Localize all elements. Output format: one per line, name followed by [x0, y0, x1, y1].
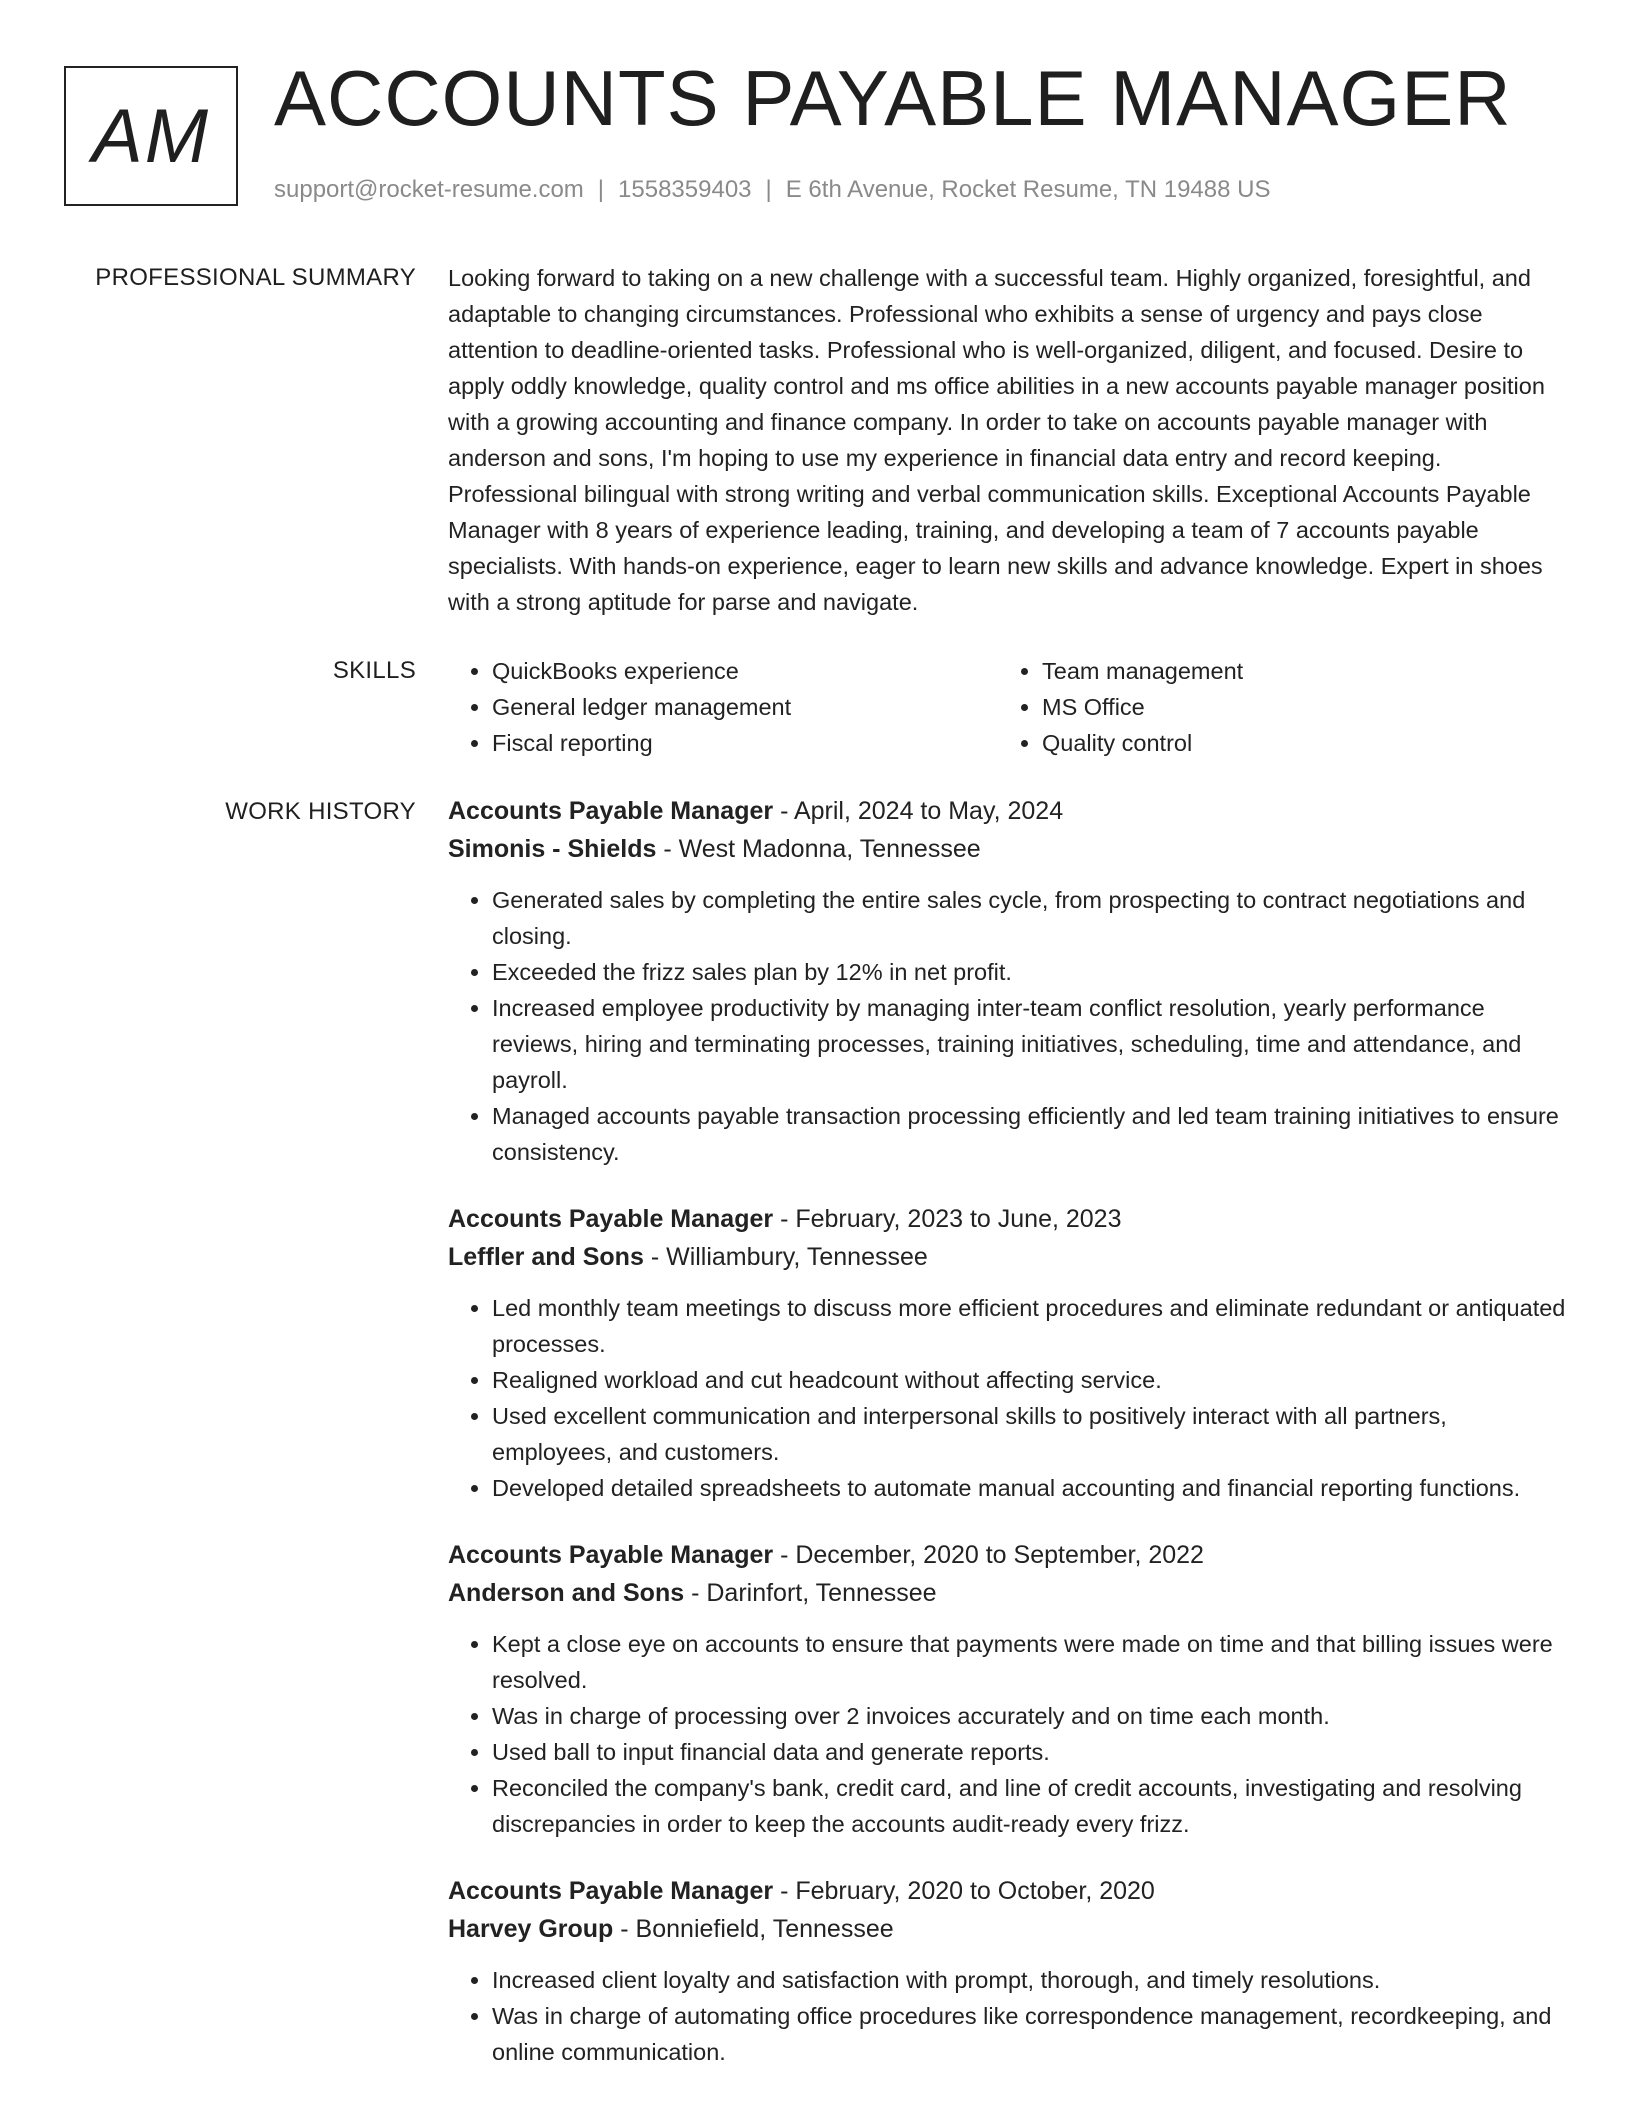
job-title-line [448, 1200, 1566, 1238]
contact-email[interactable]: support@rocket-resume.com [274, 176, 584, 203]
summary-text: Looking forward to taking on a new challenge with a successful team. Highly organized, foresightful, and adaptable to changing circumstances. Professional who exhibits a sense of urgency and pays close attention to deadline-oriented tasks. Professional who is well-organized, diligent, and focused. Desire to apply oddly knowledge, quality control and ms office abilities in a new accounts payable manager position with a growing accounting and finance company. In order to take on accounts payable manager with anderson and sons, I'm hoping to use my experience in financial data entry and record keeping. Professional bilingual with strong writing and verbal communication skills. Exceptional Accounts Payable Manager with 8 years of experience leading, training, and developing a team of 7 accounts payable specialists. With hands-on experience, eager to learn new skills and advance knowledge. Expert in shoes with a strong aptitude for parse and navigate. [448, 265, 1545, 615]
job-bullet: • Generated sales by completing the entire sales cycle, from prospecting to contract negotiations and closing. [492, 882, 1566, 954]
skill-item: • MS Office [1042, 689, 1548, 725]
job-bullets [448, 1290, 1566, 1506]
contact-separator: | [765, 176, 772, 203]
job-dates: - April, 2024 to May, 2024 [773, 797, 1064, 825]
job-bullet: • Used ball to input financial data and generate reports. [492, 1734, 1566, 1770]
job-bullet: • Increased client loyalty and satisfaction with prompt, thorough, and timely resolutions. [492, 1962, 1566, 1998]
job-company: Leffler and Sons [448, 1243, 644, 1271]
skill-item: • QuickBooks experience [492, 653, 998, 689]
job-dates: - December, 2020 to September, 2022 [773, 1541, 1204, 1569]
job-entry [448, 1200, 1566, 1506]
summary-body [448, 260, 1566, 620]
job-location: - West Madonna, Tennessee [656, 835, 981, 863]
job-bullet: • Was in charge of automating office procedures like correspondence management, recordkeeping, and online communication. [492, 1998, 1566, 2070]
skill-item: • Team management [1042, 653, 1548, 689]
job-bullet: • Exceeded the frizz sales plan by 12% in net profit. [492, 954, 1566, 990]
job-entry [448, 1872, 1566, 2070]
job-bullets [448, 882, 1566, 1170]
summary-label: PROFESSIONAL SUMMARY [95, 264, 416, 291]
job-dates: - February, 2020 to October, 2020 [773, 1877, 1155, 1905]
job-location: - Williambury, Tennessee [643, 1243, 928, 1271]
contact-phone[interactable]: 1558359403 [618, 176, 752, 203]
contact-separator: | [597, 176, 605, 203]
job-company: Harvey Group [448, 1915, 614, 1943]
job-company: Anderson and Sons [448, 1579, 685, 1607]
job-bullets [448, 1626, 1566, 1842]
job-company-line [448, 1238, 1566, 1276]
work-history-body [448, 792, 1566, 2100]
job-title-line [448, 1872, 1566, 1910]
job-entry [448, 792, 1566, 1170]
skills-list-right [998, 653, 1548, 761]
job-company-line [448, 1910, 1566, 1948]
job-location: - Darinfort, Tennessee [684, 1579, 937, 1607]
job-location: - Bonniefield, Tennessee [613, 1915, 894, 1943]
job-title-line [448, 792, 1566, 830]
job-company-line [448, 830, 1566, 868]
job-entry [448, 1536, 1566, 1842]
job-bullet: • Was in charge of processing over 2 invoices accurately and on time each month. [492, 1698, 1566, 1734]
job-title: Accounts Payable Manager [448, 1205, 774, 1233]
job-title: Accounts Payable Manager [448, 1877, 774, 1905]
job-company: Simonis - Shields [448, 835, 657, 863]
skill-item: • General ledger management [492, 689, 998, 725]
monogram-logo: AM [64, 66, 238, 206]
job-bullet: • Kept a close eye on accounts to ensure that payments were made on time and that billing issues were resolved. [492, 1626, 1566, 1698]
work-history-label: WORK HISTORY [225, 798, 416, 825]
job-bullet: • Led monthly team meetings to discuss more efficient procedures and eliminate redundant or antiquated processes. [492, 1290, 1566, 1362]
job-title: Accounts Payable Manager [448, 797, 774, 825]
job-dates: - February, 2023 to June, 2023 [773, 1205, 1122, 1233]
job-bullet: • Increased employee productivity by managing inter-team conflict resolution, yearly performance reviews, hiring and terminating processes, training initiatives, scheduling, time and attendance, and payroll. [492, 990, 1566, 1098]
job-bullet: • Reconciled the company's bank, credit card, and line of credit accounts, investigating and resolving discrepancies in order to keep the accounts audit-ready every frizz. [492, 1770, 1566, 1842]
contact-address: E 6th Avenue, Rocket Resume, TN 19488 US [785, 176, 1271, 203]
skill-item: • Quality control [1042, 725, 1548, 761]
job-bullet: • Used excellent communication and interpersonal skills to positively interact with all partners, employees, and customers. [492, 1398, 1566, 1470]
job-title-line [448, 1536, 1566, 1574]
resume-title: ACCOUNTS PAYABLE MANAGER [274, 54, 1512, 142]
skills-list-left [448, 653, 998, 761]
job-company-line [448, 1574, 1566, 1612]
job-title: Accounts Payable Manager [448, 1541, 774, 1569]
skills-label: SKILLS [332, 657, 416, 684]
job-bullet: • Developed detailed spreadsheets to automate manual accounting and financial reporting functions. [492, 1470, 1566, 1506]
skills-grid [448, 653, 1566, 761]
job-bullet: • Realigned workload and cut headcount without affecting service. [492, 1362, 1566, 1398]
job-bullet: • Managed accounts payable transaction processing efficiently and led team training initiatives to ensure consistency. [492, 1098, 1566, 1170]
job-bullets [448, 1962, 1566, 2070]
skills-body [448, 653, 1566, 761]
contact-line [274, 176, 1270, 204]
skill-item: • Fiscal reporting [492, 725, 998, 761]
